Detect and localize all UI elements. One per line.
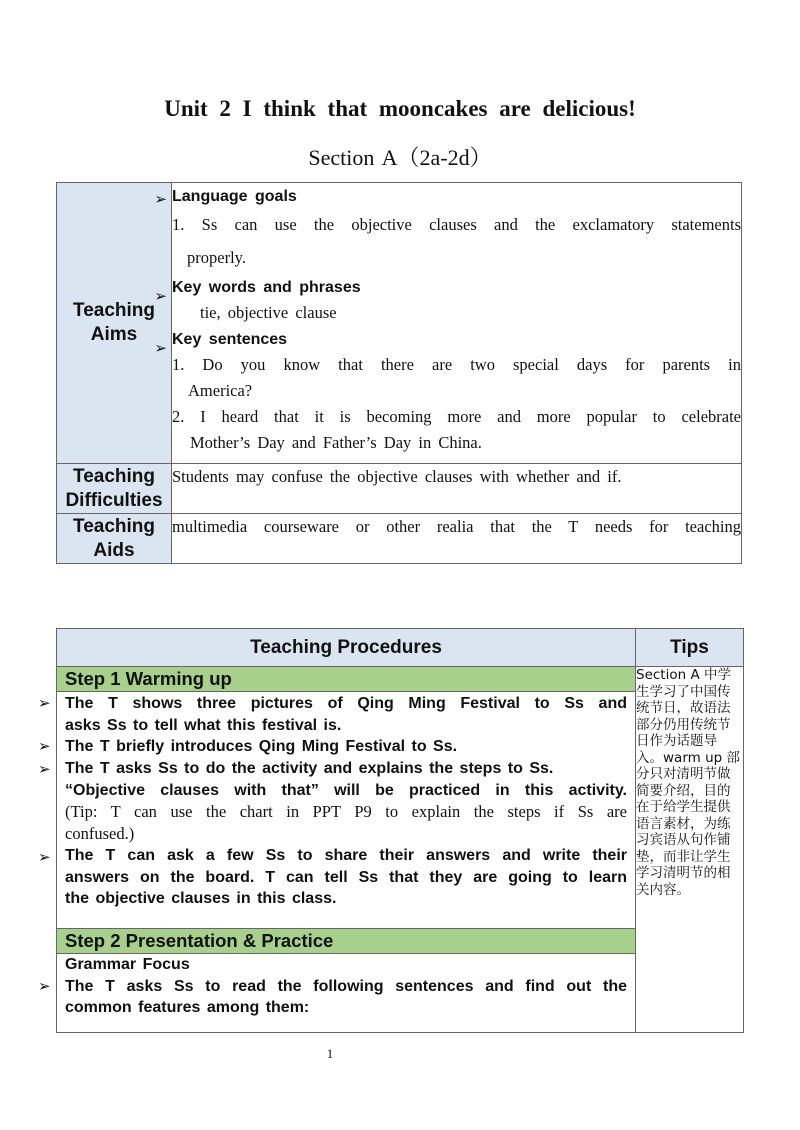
grammar-focus-heading: Grammar Focus: [65, 956, 190, 973]
tip-line: (Tip: T can use the chart in PPT P9 to explain the steps if Ss are: [65, 802, 627, 822]
key-words-text: tie, objective clause: [200, 303, 337, 322]
step-1-cell: [57, 667, 636, 929]
key-words-heading: Key words and phrases: [172, 279, 361, 296]
procedure-line: The T briefly introduces Qing Ming Festival to Ss.: [65, 738, 458, 756]
document-title: Unit 2 I think that mooncakes are delicious!: [164, 96, 636, 121]
procedure-line: asks Ss to tell what this festival is.: [65, 716, 342, 734]
procedure-line: the objective clauses in this class.: [65, 890, 337, 908]
goal-line: properly.: [187, 248, 246, 267]
bullet-icon: ➢: [38, 977, 51, 995]
key-sentence-line: America?: [188, 381, 253, 400]
bullet-icon: ➢: [154, 339, 167, 357]
teaching-aids-text: multimedia courseware or other realia that the T needs for teaching: [172, 517, 741, 536]
page-number: 1: [326, 1046, 334, 1061]
bullet-icon: ➢: [38, 694, 51, 712]
teaching-aids-label: Teaching Aids: [57, 514, 172, 564]
step-1-title: Step 1 Warming up: [57, 667, 635, 692]
section-subtitle: Section A（2a-2d）: [308, 145, 492, 170]
teaching-aims-table: [56, 182, 742, 564]
procedure-line: answers on the board. T can tell Ss that they are going to learn: [65, 868, 627, 886]
procedure-line: The T asks Ss to do the activity and explains the steps to Ss.: [65, 760, 554, 778]
bullet-icon: ➢: [38, 760, 51, 778]
tips-cell: [636, 667, 744, 1033]
goal-line: 1. Ss can use the objective clauses and the exclamatory statements: [172, 215, 741, 234]
procedure-line: common features among them:: [65, 999, 310, 1017]
teaching-difficulties-label: Teaching Difficulties: [57, 464, 172, 514]
procedure-line: The T asks Ss to read the following sentences and find out the: [65, 977, 627, 995]
bullet-icon: ➢: [38, 737, 51, 755]
bullet-icon: ➢: [154, 190, 167, 208]
key-sentence-line: Mother’s Day and Father’s Day in China.: [190, 433, 482, 452]
tips-header: Tips: [636, 629, 744, 667]
tip-line: confused.): [65, 824, 135, 844]
procedure-line: The T shows three pictures of Qing Ming Festival to Ss and: [65, 695, 627, 712]
bullet-icon: ➢: [154, 287, 167, 305]
teaching-difficulties-text: Students may confuse the objective clauses with whether and if.: [172, 467, 622, 486]
key-sentences-heading: Key sentences: [172, 331, 288, 348]
bullet-icon: ➢: [38, 848, 51, 866]
language-goals-heading: Language goals: [172, 188, 297, 205]
teaching-aims-content: [172, 183, 742, 464]
key-sentence-line: 2. I heard that it is becoming more and more popular to celebrate: [172, 407, 741, 426]
key-sentence-line: 1. Do you know that there are two special days for parents in: [172, 355, 741, 374]
teaching-procedures-table: [56, 628, 744, 1033]
step-2-cell: [57, 929, 636, 1033]
teaching-aims-label: ➢ ➢ ➢ Teaching Aims: [57, 183, 172, 464]
procedure-line: “Objective clauses with that” will be practiced in this activity.: [65, 781, 627, 799]
step-2-title: Step 2 Presentation & Practice: [57, 929, 635, 954]
procedure-line: The T can ask a few Ss to share their answers and write their: [65, 846, 627, 864]
tips-text: Section A 中学生学习了中国传统节日，故语法部分仍用传统节日作为话题导入。warm up 部分只对清明节做简要介绍，目的在于给学生提供语言素材，为练习宾语从句作铺垫，而非让学生学习清明节的相关内容。: [636, 667, 740, 898]
procedures-header: Teaching Procedures: [57, 629, 636, 667]
